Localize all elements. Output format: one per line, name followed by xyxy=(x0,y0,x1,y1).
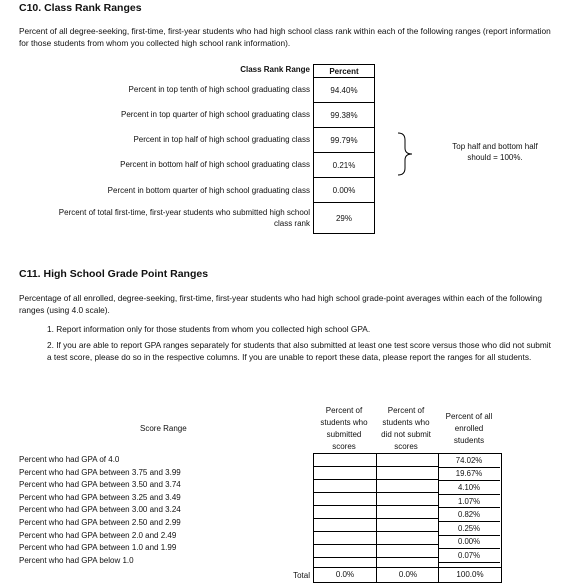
score-range-label: Score Range xyxy=(140,424,187,433)
c10-row-label: Percent of total first-time, first-year students who submitted high school xyxy=(58,208,310,217)
c10-row-label: Percent in top quarter of high school graduating class xyxy=(120,110,310,119)
gpa-grid-lines xyxy=(313,453,439,567)
c10-row-label: Percent in bottom quarter of high school graduating class xyxy=(107,186,310,195)
gpa-row-label: Percent who had GPA below 1.0 xyxy=(19,555,134,565)
class-rank-range-label: Class Rank Range xyxy=(240,65,310,74)
c10-title: C10. Class Rank Ranges xyxy=(19,2,142,14)
gpa-value: 0.25% xyxy=(438,521,500,535)
c10-row-label: Percent in bottom half of high school graduating class xyxy=(120,160,310,169)
gpa-value: 4.10% xyxy=(438,480,500,494)
class-rank-value: 29% xyxy=(314,202,374,233)
gpa-row-label: Percent who had GPA of 4.0 xyxy=(19,455,120,464)
gpa-row-label: Percent who had GPA between 2.50 and 2.99 xyxy=(19,517,181,527)
total-submitted: 0.0% xyxy=(335,570,355,579)
gpa-value: 0.82% xyxy=(438,507,500,521)
total-label: Total xyxy=(293,571,310,580)
sum-note: should = 100%. xyxy=(467,153,523,162)
total-row xyxy=(313,567,502,583)
sum-note: Top half and bottom half xyxy=(452,142,538,151)
c10-description: Percent of all degree-seeking, first-time, first-year students who had high school class rank within each of the following ranges (report information for those students from whom you collected high school rank information). xyxy=(19,26,551,48)
gpa-row-label: Percent who had GPA between 3.75 and 3.99 xyxy=(19,467,181,477)
brace-icon xyxy=(396,132,414,176)
gpa-value: 0.07% xyxy=(438,548,500,562)
c11-description: Percentage of all enrolled, degree-seeking, first-time, first-year students who had high school grade-point averages within each of the following ranges (using 4.0 scale). xyxy=(19,293,542,315)
gpa-value: 19.67% xyxy=(438,467,500,481)
gpa-row-label: Percent who had GPA between 3.00 and 3.24 xyxy=(19,505,181,515)
total-all: 100.0% xyxy=(456,570,484,579)
gpa-all-column xyxy=(438,454,500,575)
c10-row-label: Percent in top half of high school graduating class xyxy=(133,135,310,144)
c11-note: 2. If you are able to report GPA ranges separately for students that also submitted at least one test score versus those who did not submit a test score, please do so in the respective columns. If you are unable to report these data, please report the ranges for all students. xyxy=(47,340,551,362)
class-rank-table xyxy=(313,64,375,234)
gpa-value: 0.00% xyxy=(438,535,500,549)
class-rank-value: 0.00% xyxy=(314,177,374,202)
class-rank-value: 0.21% xyxy=(314,152,374,177)
gpa-row-label: Percent who had GPA between 3.25 and 3.49 xyxy=(19,492,181,502)
gpa-value: 1.07% xyxy=(438,494,500,508)
percent-header: Percent xyxy=(329,66,359,76)
col-all-header: Percent of all enrolled students xyxy=(445,412,493,445)
c11-note: 1. Report information only for those students from whom you collected high school GPA. xyxy=(47,324,371,334)
col-submitted-header: Percent of students who submitted scores xyxy=(320,406,368,451)
gpa-row-labels xyxy=(19,454,181,567)
c10-row-label: class rank xyxy=(273,219,310,228)
gpa-row-label: Percent who had GPA between 3.50 and 3.74 xyxy=(19,480,181,490)
c10-row-label: Percent in top tenth of high school graduating class xyxy=(128,85,310,94)
gpa-row-label: Percent who had GPA between 2.0 and 2.49 xyxy=(19,530,177,540)
c11-title: C11. High School Grade Point Ranges xyxy=(19,268,209,280)
total-not-submitted: 0.0% xyxy=(398,570,418,579)
col-not-submitted-header: Percent of students who did not submit scores xyxy=(381,406,431,451)
class-rank-value: 99.79% xyxy=(314,127,374,152)
gpa-row-label: Percent who had GPA between 1.0 and 1.99 xyxy=(19,543,177,553)
gpa-value: 74.02% xyxy=(455,455,483,465)
class-rank-value: 94.40% xyxy=(314,77,374,102)
class-rank-value: 99.38% xyxy=(314,102,374,127)
